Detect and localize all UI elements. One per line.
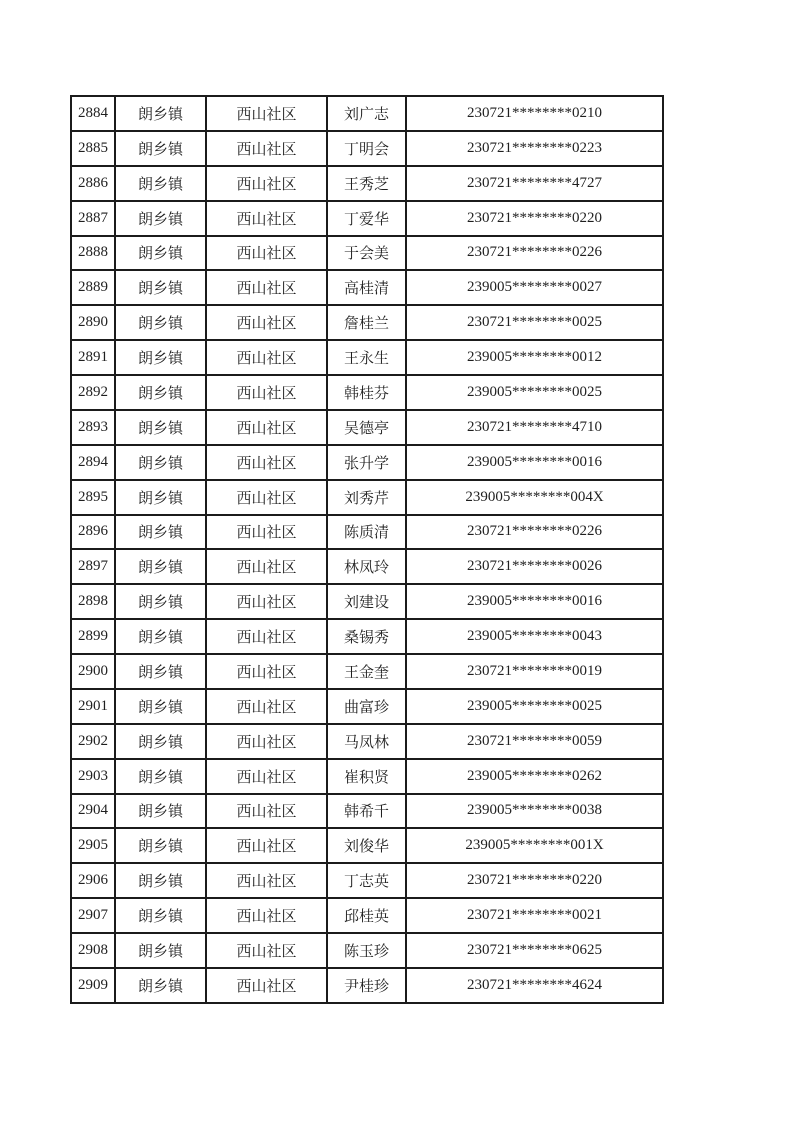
cell-masked-id-number: 230721********0019 [406, 654, 663, 689]
cell-serial-number: 2897 [71, 549, 115, 584]
cell-community: 西山社区 [206, 96, 327, 131]
cell-town: 朗乡镇 [115, 689, 206, 724]
cell-masked-id-number: 239005********0016 [406, 445, 663, 480]
cell-town: 朗乡镇 [115, 515, 206, 550]
cell-town: 朗乡镇 [115, 340, 206, 375]
cell-serial-number: 2888 [71, 236, 115, 271]
resident-id-table [70, 95, 664, 1004]
cell-resident-name: 陈玉珍 [327, 933, 406, 968]
cell-community: 西山社区 [206, 933, 327, 968]
table-row [71, 270, 663, 305]
cell-masked-id-number: 239005********0027 [406, 270, 663, 305]
cell-community: 西山社区 [206, 480, 327, 515]
table-row [71, 759, 663, 794]
cell-community: 西山社区 [206, 375, 327, 410]
cell-resident-name: 陈质清 [327, 515, 406, 550]
cell-resident-name: 韩桂芬 [327, 375, 406, 410]
cell-masked-id-number: 239005********0038 [406, 794, 663, 829]
cell-resident-name: 桑锡秀 [327, 619, 406, 654]
cell-masked-id-number: 230721********0223 [406, 131, 663, 166]
cell-serial-number: 2891 [71, 340, 115, 375]
cell-community: 西山社区 [206, 689, 327, 724]
cell-town: 朗乡镇 [115, 619, 206, 654]
cell-town: 朗乡镇 [115, 201, 206, 236]
cell-community: 西山社区 [206, 968, 327, 1003]
cell-masked-id-number: 230721********0021 [406, 898, 663, 933]
cell-resident-name: 邱桂英 [327, 898, 406, 933]
cell-serial-number: 2886 [71, 166, 115, 201]
table-row [71, 305, 663, 340]
cell-serial-number: 2898 [71, 584, 115, 619]
cell-community: 西山社区 [206, 131, 327, 166]
table-row [71, 201, 663, 236]
cell-town: 朗乡镇 [115, 759, 206, 794]
cell-community: 西山社区 [206, 898, 327, 933]
table-row [71, 654, 663, 689]
cell-resident-name: 于会美 [327, 236, 406, 271]
cell-serial-number: 2901 [71, 689, 115, 724]
cell-community: 西山社区 [206, 410, 327, 445]
cell-serial-number: 2907 [71, 898, 115, 933]
cell-community: 西山社区 [206, 619, 327, 654]
cell-serial-number: 2889 [71, 270, 115, 305]
cell-resident-name: 刘秀芹 [327, 480, 406, 515]
table-row [71, 828, 663, 863]
table-row [71, 968, 663, 1003]
cell-masked-id-number: 230721********4710 [406, 410, 663, 445]
table-row [71, 689, 663, 724]
cell-masked-id-number: 230721********0059 [406, 724, 663, 759]
cell-town: 朗乡镇 [115, 96, 206, 131]
cell-serial-number: 2902 [71, 724, 115, 759]
cell-town: 朗乡镇 [115, 305, 206, 340]
cell-masked-id-number: 230721********0210 [406, 96, 663, 131]
cell-masked-id-number: 230721********0226 [406, 515, 663, 550]
cell-masked-id-number: 239005********0043 [406, 619, 663, 654]
cell-masked-id-number: 239005********0025 [406, 689, 663, 724]
cell-community: 西山社区 [206, 759, 327, 794]
cell-masked-id-number: 230721********0220 [406, 863, 663, 898]
cell-serial-number: 2885 [71, 131, 115, 166]
cell-town: 朗乡镇 [115, 584, 206, 619]
cell-masked-id-number: 230721********0026 [406, 549, 663, 584]
table-row [71, 96, 663, 131]
cell-resident-name: 王金奎 [327, 654, 406, 689]
cell-community: 西山社区 [206, 724, 327, 759]
cell-town: 朗乡镇 [115, 236, 206, 271]
cell-resident-name: 王秀芝 [327, 166, 406, 201]
cell-masked-id-number: 239005********0025 [406, 375, 663, 410]
cell-community: 西山社区 [206, 828, 327, 863]
table-row [71, 340, 663, 375]
cell-community: 西山社区 [206, 166, 327, 201]
table-row [71, 131, 663, 166]
cell-community: 西山社区 [206, 236, 327, 271]
cell-serial-number: 2894 [71, 445, 115, 480]
cell-masked-id-number: 239005********001X [406, 828, 663, 863]
cell-masked-id-number: 239005********0016 [406, 584, 663, 619]
cell-community: 西山社区 [206, 305, 327, 340]
table-row [71, 898, 663, 933]
table-row [71, 794, 663, 829]
cell-town: 朗乡镇 [115, 445, 206, 480]
table-row [71, 236, 663, 271]
cell-resident-name: 丁志英 [327, 863, 406, 898]
cell-serial-number: 2908 [71, 933, 115, 968]
cell-masked-id-number: 239005********0262 [406, 759, 663, 794]
cell-serial-number: 2896 [71, 515, 115, 550]
cell-serial-number: 2895 [71, 480, 115, 515]
cell-town: 朗乡镇 [115, 863, 206, 898]
cell-serial-number: 2892 [71, 375, 115, 410]
cell-resident-name: 马凤林 [327, 724, 406, 759]
cell-serial-number: 2893 [71, 410, 115, 445]
cell-community: 西山社区 [206, 863, 327, 898]
cell-community: 西山社区 [206, 340, 327, 375]
cell-masked-id-number: 230721********0220 [406, 201, 663, 236]
cell-community: 西山社区 [206, 794, 327, 829]
cell-town: 朗乡镇 [115, 480, 206, 515]
cell-town: 朗乡镇 [115, 549, 206, 584]
cell-resident-name: 吴德亭 [327, 410, 406, 445]
cell-serial-number: 2900 [71, 654, 115, 689]
cell-town: 朗乡镇 [115, 794, 206, 829]
cell-resident-name: 曲富珍 [327, 689, 406, 724]
cell-town: 朗乡镇 [115, 968, 206, 1003]
cell-masked-id-number: 239005********004X [406, 480, 663, 515]
cell-resident-name: 刘广志 [327, 96, 406, 131]
cell-town: 朗乡镇 [115, 375, 206, 410]
cell-serial-number: 2884 [71, 96, 115, 131]
cell-serial-number: 2906 [71, 863, 115, 898]
cell-serial-number: 2909 [71, 968, 115, 1003]
table-row [71, 480, 663, 515]
cell-serial-number: 2887 [71, 201, 115, 236]
cell-resident-name: 王永生 [327, 340, 406, 375]
cell-town: 朗乡镇 [115, 410, 206, 445]
cell-community: 西山社区 [206, 445, 327, 480]
cell-masked-id-number: 230721********4727 [406, 166, 663, 201]
cell-masked-id-number: 230721********0226 [406, 236, 663, 271]
cell-masked-id-number: 230721********4624 [406, 968, 663, 1003]
cell-resident-name: 张升学 [327, 445, 406, 480]
table-row [71, 410, 663, 445]
cell-community: 西山社区 [206, 549, 327, 584]
cell-town: 朗乡镇 [115, 270, 206, 305]
table-row [71, 515, 663, 550]
table-row [71, 166, 663, 201]
table-row [71, 584, 663, 619]
cell-resident-name: 丁明会 [327, 131, 406, 166]
table-row [71, 933, 663, 968]
cell-serial-number: 2890 [71, 305, 115, 340]
cell-town: 朗乡镇 [115, 898, 206, 933]
cell-town: 朗乡镇 [115, 166, 206, 201]
cell-town: 朗乡镇 [115, 933, 206, 968]
table-row [71, 445, 663, 480]
cell-community: 西山社区 [206, 584, 327, 619]
cell-masked-id-number: 230721********0025 [406, 305, 663, 340]
cell-serial-number: 2899 [71, 619, 115, 654]
cell-resident-name: 丁爱华 [327, 201, 406, 236]
cell-town: 朗乡镇 [115, 131, 206, 166]
cell-resident-name: 刘建设 [327, 584, 406, 619]
cell-serial-number: 2903 [71, 759, 115, 794]
cell-resident-name: 詹桂兰 [327, 305, 406, 340]
cell-resident-name: 韩希千 [327, 794, 406, 829]
cell-town: 朗乡镇 [115, 828, 206, 863]
cell-resident-name: 尹桂珍 [327, 968, 406, 1003]
cell-resident-name: 林凤玲 [327, 549, 406, 584]
table-row [71, 863, 663, 898]
cell-masked-id-number: 239005********0012 [406, 340, 663, 375]
cell-town: 朗乡镇 [115, 724, 206, 759]
table-row [71, 724, 663, 759]
table-row [71, 549, 663, 584]
cell-serial-number: 2904 [71, 794, 115, 829]
cell-community: 西山社区 [206, 270, 327, 305]
cell-community: 西山社区 [206, 515, 327, 550]
cell-community: 西山社区 [206, 201, 327, 236]
cell-community: 西山社区 [206, 654, 327, 689]
cell-town: 朗乡镇 [115, 654, 206, 689]
cell-resident-name: 崔积贤 [327, 759, 406, 794]
cell-serial-number: 2905 [71, 828, 115, 863]
table-row [71, 619, 663, 654]
cell-masked-id-number: 230721********0625 [406, 933, 663, 968]
cell-resident-name: 高桂清 [327, 270, 406, 305]
table-body [71, 96, 663, 1003]
table-row [71, 375, 663, 410]
cell-resident-name: 刘俊华 [327, 828, 406, 863]
